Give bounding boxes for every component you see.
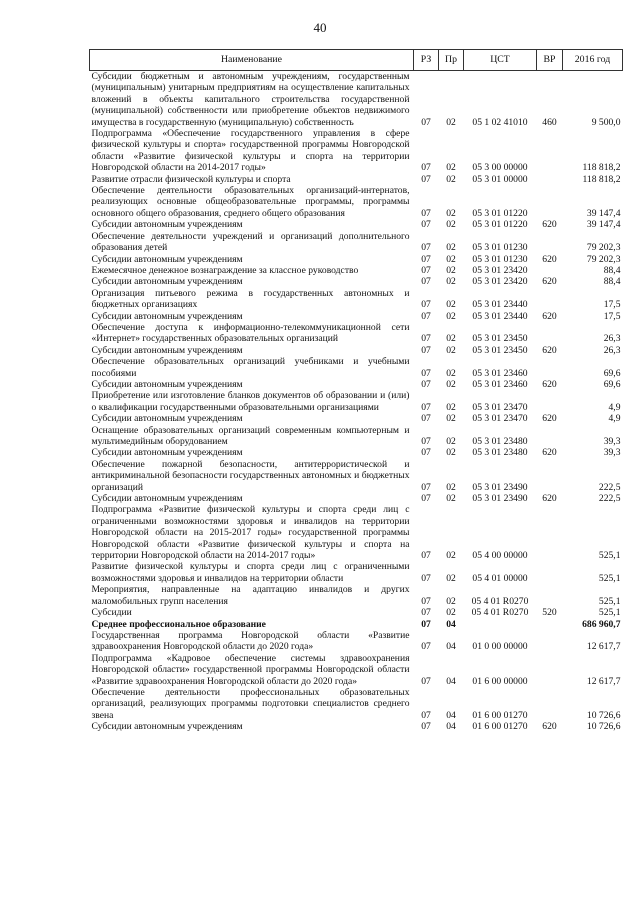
row-pr: 02: [446, 173, 456, 185]
row-cst: 05 3 01 00000: [472, 173, 528, 185]
row-name: Субсидии автономным учреждениям: [91, 447, 243, 459]
row-cst: 05 4 01 00000: [472, 572, 528, 584]
row-vr: [537, 390, 563, 413]
row-vr: [537, 653, 563, 687]
row-rz: 07: [421, 299, 431, 311]
row-sum: 525,1: [598, 572, 621, 584]
row-sum: 88,4: [603, 276, 621, 288]
row-sum: 26,3: [603, 333, 621, 345]
table-row: [90, 413, 623, 424]
row-sum: 4,9: [608, 401, 621, 413]
row-rz: 07: [421, 413, 431, 425]
row-name: Обеспечение пожарной безопасности, антитеррористической и антикриминальной безопасности государственных автономных и бюджетных организаций: [91, 458, 410, 493]
row-vr: [537, 185, 563, 219]
row-rz: 07: [421, 447, 431, 459]
row-name: Среднее профессиональное образование: [91, 618, 266, 630]
row-vr: 460: [542, 116, 557, 128]
row-name: Субсидии автономным учреждениям: [91, 413, 243, 425]
row-rz: 07: [421, 367, 431, 379]
row-pr: 02: [446, 242, 456, 254]
table-row: [90, 379, 623, 390]
row-vr: [537, 128, 563, 174]
row-cst: 05 3 01 23480: [472, 447, 528, 459]
table-row: [90, 265, 623, 276]
row-pr: 02: [446, 447, 456, 459]
row-pr: 04: [446, 618, 456, 630]
row-rz: 07: [421, 253, 431, 265]
row-sum: 9 500,0: [591, 116, 621, 128]
row-cst: 05 1 02 41010: [472, 116, 528, 128]
table-row: [90, 71, 623, 129]
row-rz: 07: [421, 162, 431, 174]
row-cst: 05 3 01 23460: [472, 367, 528, 379]
row-cst: 05 3 01 01230: [472, 242, 528, 254]
row-cst: 05 3 01 23450: [472, 344, 528, 356]
row-vr: [537, 459, 563, 493]
row-vr: 620: [542, 253, 557, 265]
row-sum: 69,6: [603, 378, 621, 390]
row-rz: 07: [421, 344, 431, 356]
row-pr: 04: [446, 675, 456, 687]
row-pr: 02: [446, 264, 456, 276]
table-row: [90, 504, 623, 561]
row-name: Ежемесячное денежное вознаграждение за классное руководство: [91, 264, 359, 276]
table-row: [90, 231, 623, 254]
row-rz: 07: [421, 242, 431, 254]
row-rz: 07: [421, 276, 431, 288]
row-rz: 07: [421, 116, 431, 128]
row-vr: [537, 265, 563, 276]
row-cst: 05 4 01 R0270: [471, 607, 529, 619]
row-vr: 520: [542, 607, 557, 619]
row-name: Субсидии автономным учреждениям: [91, 310, 243, 322]
row-rz: 07: [421, 721, 431, 733]
row-vr: [537, 288, 563, 311]
table-row: [90, 653, 623, 687]
row-pr: 02: [446, 401, 456, 413]
row-pr: 02: [446, 310, 456, 322]
row-sum: 39,3: [603, 447, 621, 459]
row-pr: 04: [446, 709, 456, 721]
table-row: [90, 174, 623, 185]
row-sum: 79 202,3: [586, 253, 621, 265]
row-cst: 05 3 01 23480: [472, 436, 528, 447]
row-rz: 07: [421, 378, 431, 390]
row-sum: 525,1: [598, 607, 621, 619]
row-name: Субсидии автономным учреждениям: [91, 253, 243, 265]
row-pr: 02: [446, 219, 456, 231]
row-cst: 05 3 01 23460: [472, 378, 528, 390]
row-rz: 07: [421, 595, 431, 607]
row-rz: 07: [421, 333, 431, 345]
row-pr: 02: [446, 550, 456, 562]
table-row: [90, 561, 623, 584]
row-vr: [537, 504, 563, 561]
budget-table: [89, 49, 623, 733]
row-rz: 07: [421, 310, 431, 322]
row-vr: [537, 322, 563, 345]
row-name: Государственная программа Новгородской области «Развитие здравоохранения Новгородской области до 2020 года»: [91, 629, 410, 653]
row-vr: [537, 584, 563, 607]
row-pr: 02: [446, 333, 456, 345]
row-rz: 07: [421, 641, 431, 653]
row-sum: 525,1: [598, 595, 621, 607]
table-row: [90, 425, 623, 448]
table-row: [90, 185, 623, 219]
row-cst: 05 3 01 23470: [472, 413, 528, 425]
table-header: [90, 50, 623, 71]
table-row: [90, 390, 623, 413]
row-vr: 620: [542, 413, 557, 425]
row-name: Организация питьевого режима в государственных автономных и бюджетных организациях: [91, 287, 410, 311]
row-cst: 05 4 01 R0270: [471, 595, 529, 607]
row-name: Субсидии автономным учреждениям: [91, 219, 243, 231]
row-sum: 222,5: [598, 481, 621, 493]
row-cst: 05 3 01 23450: [472, 333, 528, 345]
table-row: [90, 345, 623, 356]
row-pr: 02: [446, 162, 456, 174]
row-rz: 07: [421, 264, 431, 276]
row-vr: 620: [542, 721, 557, 733]
row-pr: 02: [446, 413, 456, 425]
row-pr: 04: [446, 721, 456, 733]
row-pr: 02: [446, 116, 456, 128]
row-rz: 07: [421, 219, 431, 231]
row-name: Подпрограмма «Кадровое обеспечение системы здравоохранения Новгородской области» государственной программы Новгородской области «Развитие здравоохранения Новгородской области до 2020 года»: [91, 652, 410, 687]
table-row: [90, 493, 623, 504]
row-cst: 05 3 01 23490: [472, 481, 528, 493]
row-cst: 05 3 01 23420: [472, 264, 528, 276]
row-name: Субсидии автономным учреждениям: [91, 721, 243, 733]
row-rz: 07: [421, 493, 431, 505]
row-sum: 39,3: [603, 436, 621, 447]
row-cst: 05 4 00 00000: [472, 550, 528, 562]
row-sum: 118 818,2: [582, 162, 621, 174]
row-sum: 10 726,6: [586, 709, 621, 721]
row-pr: 02: [446, 572, 456, 584]
table-row: [90, 356, 623, 379]
row-name: Подпрограмма «Обеспечение государственного управления в сфере физической культуры и спорта» государственной программы Новгородской области «Развитие физической культуры и спорта на территории Новгородской области на 2014-2017 годы»: [91, 128, 410, 174]
row-name: Субсидии автономным учреждениям: [91, 493, 243, 505]
table-row: [90, 219, 623, 230]
row-name: Обеспечение образовательных организаций учебниками и учебными пособиями: [91, 356, 410, 379]
row-name: Субсидии автономным учреждениям: [91, 276, 243, 288]
table-row: [90, 447, 623, 458]
row-rz: 07: [421, 550, 431, 562]
table-row: [90, 288, 623, 311]
row-sum: 39 147,4: [586, 219, 621, 231]
row-pr: 02: [446, 436, 456, 447]
row-sum: 79 202,3: [586, 242, 621, 254]
row-vr: 620: [542, 344, 557, 356]
row-cst: 01 0 00 00000: [472, 641, 528, 653]
row-name: Обеспечение деятельности профессиональных образовательных организаций, реализующих программы подготовки специалистов среднего звена: [91, 686, 410, 721]
row-rz: 07: [421, 207, 431, 219]
row-pr: 02: [446, 207, 456, 219]
row-sum: 525,1: [598, 550, 621, 562]
table-row: [90, 687, 623, 721]
row-pr: 02: [446, 378, 456, 390]
row-sum: 686 960,7: [582, 618, 621, 630]
row-rz: 07: [421, 675, 431, 687]
row-sum: 17,5: [603, 310, 621, 322]
row-vr: 620: [542, 447, 557, 459]
row-cst: 05 3 01 01220: [472, 207, 528, 219]
row-name: Субсидии: [91, 607, 132, 619]
row-name: Обеспечение деятельности образовательных организаций-интернатов, реализующих основные общеобразовательные программы, программы основного общего образования, среднего общего образования: [91, 185, 410, 219]
row-pr: 02: [446, 276, 456, 288]
table-row: [90, 254, 623, 265]
row-cst: 05 3 01 23490: [472, 493, 528, 505]
row-cst: 05 3 01 01230: [472, 253, 528, 265]
row-rz: 07: [421, 618, 431, 630]
row-name: Подпрограмма «Развитие физической культуры и спорта среди лиц с ограниченными возможностями здоровья и инвалидов на территории Новгородской области на 2015-2017 годы» государственной программы Новгородской области «Развитие физической культуры и спорта на территории Новгородской области на 2014-2017 годы»: [91, 504, 410, 562]
row-vr: [537, 425, 563, 448]
row-cst: 05 3 01 23470: [472, 401, 528, 413]
column-header-year: 2016 год: [563, 50, 623, 71]
row-vr: 620: [542, 276, 557, 288]
table-row: [90, 322, 623, 345]
row-cst: 01 6 00 01270: [472, 709, 528, 721]
row-sum: 17,5: [603, 299, 621, 311]
row-pr: 02: [446, 367, 456, 379]
row-cst: 05 3 01 23440: [472, 299, 528, 311]
row-rz: 07: [421, 607, 431, 619]
row-rz: 07: [421, 401, 431, 413]
row-cst: [464, 619, 537, 630]
row-vr: 620: [542, 493, 557, 505]
table-row: [90, 128, 623, 174]
row-sum: 4,9: [608, 413, 621, 425]
row-cst: 05 3 01 01220: [472, 219, 528, 231]
table-row: [90, 276, 623, 287]
row-name: Обеспечение доступа к информационно-телекоммуникационной сети «Интернет» государственных образовательных организаций: [91, 321, 410, 345]
row-name: Обеспечение деятельности учреждений и организаций дополнительного образования детей: [91, 230, 410, 254]
row-pr: 02: [446, 344, 456, 356]
row-sum: 12 617,7: [586, 641, 621, 653]
row-rz: 07: [421, 709, 431, 721]
row-pr: 04: [446, 641, 456, 653]
row-name: Приобретение или изготовление бланков документов об образовании и (или) о квалификации государственными образовательными организациями: [91, 390, 410, 413]
row-vr: [537, 561, 563, 584]
row-pr: 02: [446, 493, 456, 505]
table-row: [90, 721, 623, 732]
column-header-vr: ВР: [537, 50, 563, 71]
row-sum: 118 818,2: [582, 173, 621, 185]
column-header-name: Наименование: [90, 50, 414, 71]
row-name: Развитие отрасли физической культуры и спорта: [91, 173, 291, 185]
row-vr: [537, 619, 563, 630]
row-cst: 01 6 00 01270: [472, 721, 528, 733]
column-header-pr: Пр: [439, 50, 464, 71]
row-vr: [537, 687, 563, 721]
row-vr: [537, 630, 563, 653]
page-number: 40: [313, 20, 327, 35]
row-name: Мероприятия, направленные на адаптацию инвалидов и других маломобильных групп населения: [91, 584, 410, 607]
row-vr: [537, 356, 563, 379]
row-vr: 620: [542, 378, 557, 390]
row-rz: 07: [421, 481, 431, 493]
row-rz: 07: [421, 436, 431, 447]
row-pr: 02: [446, 253, 456, 265]
row-rz: 07: [421, 572, 431, 584]
row-rz: 07: [421, 173, 431, 185]
row-cst: 05 3 01 23420: [472, 276, 528, 288]
row-sum: 12 617,7: [586, 675, 621, 687]
row-sum: 39 147,4: [586, 207, 621, 219]
row-sum: 26,3: [603, 344, 621, 356]
row-cst: 01 6 00 00000: [472, 675, 528, 687]
table-row: [90, 584, 623, 607]
row-pr: 02: [446, 607, 456, 619]
table-row: [90, 459, 623, 493]
row-vr: 620: [542, 310, 557, 322]
table-row: [90, 311, 623, 322]
row-pr: 02: [446, 481, 456, 493]
row-sum: 88,4: [603, 264, 621, 276]
row-vr: 620: [542, 219, 557, 231]
table-row: [90, 630, 623, 653]
row-sum: 222,5: [598, 493, 621, 505]
row-pr: 02: [446, 595, 456, 607]
row-vr: [537, 231, 563, 254]
row-name: Субсидии автономным учреждениям: [91, 344, 243, 356]
row-cst: 05 3 00 00000: [472, 162, 528, 174]
column-header-cst: ЦСТ: [464, 50, 537, 71]
column-header-rz: РЗ: [414, 50, 439, 71]
row-sum: 69,6: [603, 367, 621, 379]
row-name: Развитие физической культуры и спорта среди лиц с ограниченными возможностями здоровья и инвалидов на территории области: [91, 561, 410, 584]
table-body: [90, 71, 623, 733]
row-sum: 10 726,6: [586, 721, 621, 733]
row-name: Оснащение образовательных организаций современным компьютерным и мультимедийным оборудованием: [91, 424, 410, 447]
row-cst: 05 3 01 23440: [472, 310, 528, 322]
row-pr: 02: [446, 299, 456, 311]
row-name: Субсидии автономным учреждениям: [91, 378, 243, 390]
row-vr: [537, 174, 563, 185]
table-row: [90, 607, 623, 618]
table-row: [90, 619, 623, 630]
row-name: Субсидии бюджетным и автономным учреждениям, государственным (муниципальным) унитарным предприятиям на осуществление капитальных вложений в объекты капитального строительства государственной (муниципальной) собственности или приобретение объектов недвижимого имущества в государственную (муниципальную) собственность: [91, 71, 410, 128]
